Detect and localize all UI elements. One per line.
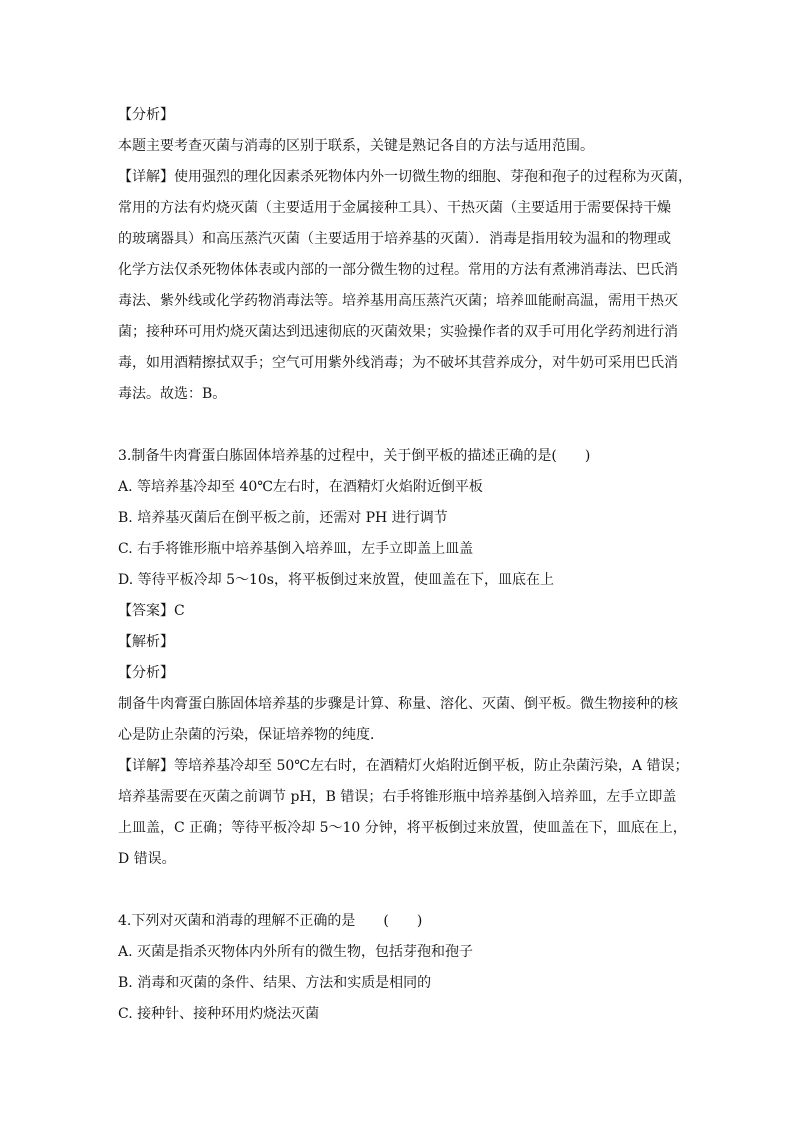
q2-detail-line: 的玻璃器具）和高压蒸汽灭菌（主要适用于培养基的灭菌）．消毒是指用较为温和的物理或 — [118, 231, 671, 247]
q4-option-c: C. 接种针、接种环用灼烧法灭菌 — [118, 1006, 320, 1022]
q3-option-a: A. 等培养基冷却至 40℃左右时，在酒精灯火焰附近倒平板 — [118, 479, 483, 495]
q3-answer: 【答案】C — [118, 603, 185, 619]
q3-analysis-line: 制备牛肉膏蛋白胨固体培养基的步骤是计算、称量、溶化、灭菌、倒平板。微生物接种的核 — [118, 696, 678, 712]
q2-detail-line: 毒法。故选：B。 — [118, 386, 227, 402]
q3-analysis-line: 心是防止杂菌的污染，保证培养物的纯度． — [118, 727, 384, 743]
q2-detail-line: 常用的方法有灼烧灭菌（主要适用于金属接种工具）、干热灭菌（主要适用于需要保持干燥 — [118, 200, 671, 216]
q3-detail-line: D 错误。 — [118, 851, 176, 867]
q4-question: 4.下列对灭菌和消毒的理解不正确的是 ( ) — [118, 913, 423, 929]
q4-option-a: A. 灭菌是指杀灭物体内外所有的微生物，包括芽孢和孢子 — [118, 944, 474, 960]
q3-option-d: D. 等待平板冷却 5～10s，将平板倒过来放置，使皿盖在下，皿底在上 — [118, 572, 554, 588]
q3-detail-line: 【详解】等培养基冷却至 50℃左右时，在酒精灯火焰附近倒平板，防止杂菌污染，A 错误； — [118, 758, 689, 774]
q2-detail-line: 毒，如用酒精擦拭双手；空气可用紫外线消毒；为不破坏其营养成分，对牛奶可采用巴氏消 — [118, 355, 678, 371]
q2-detail-line: 【详解】使用强烈的理化因素杀死物体内外一切微生物的细胞、芽孢和孢子的过程称为灭菌， — [118, 169, 692, 185]
q3-detail-line: 上皿盖，C 正确；等待平板冷却 5～10 分钟，将平板倒过来放置，使皿盖在下，皿底在上， — [118, 820, 687, 836]
q2-detail-line: 菌；接种环可用灼烧灭菌达到迅速彻底的灭菌效果；实验操作者的双手可用化学药剂进行消 — [118, 324, 678, 340]
q4-option-b: B. 消毒和灭菌的条件、结果、方法和实质是相同的 — [118, 975, 432, 991]
q3-detail-line: 培养基需要在灭菌之前调节 pH，B 错误；右手将锥形瓶中培养基倒入培养皿，左手立即盖 — [118, 789, 677, 805]
q3-option-c: C. 右手将锥形瓶中培养基倒入培养皿，左手立即盖上皿盖 — [118, 541, 474, 557]
q3-option-b: B. 培养基灭菌后在倒平板之前，还需对 PH 进行调节 — [118, 510, 448, 526]
q3-jiexi-heading: 【解析】 — [118, 634, 174, 650]
q3-question: 3.制备牛肉膏蛋白胨固体培养基的过程中，关于倒平板的描述正确的是( ) — [118, 448, 591, 464]
q3-analysis-heading: 【分析】 — [118, 665, 174, 681]
q2-analysis-text: 本题主要考查灭菌与消毒的区别于联系，关键是熟记各自的方法与适用范围。 — [118, 138, 594, 154]
q2-analysis-heading: 【分析】 — [118, 107, 174, 123]
q2-detail-line: 毒法、紫外线或化学药物消毒法等。培养基用高压蒸汽灭菌；培养皿能耐高温，需用干热灭 — [118, 293, 678, 309]
q2-detail-line: 化学方法仅杀死物体体表或内部的一部分微生物的过程。常用的方法有煮沸消毒法、巴氏消 — [118, 262, 678, 278]
